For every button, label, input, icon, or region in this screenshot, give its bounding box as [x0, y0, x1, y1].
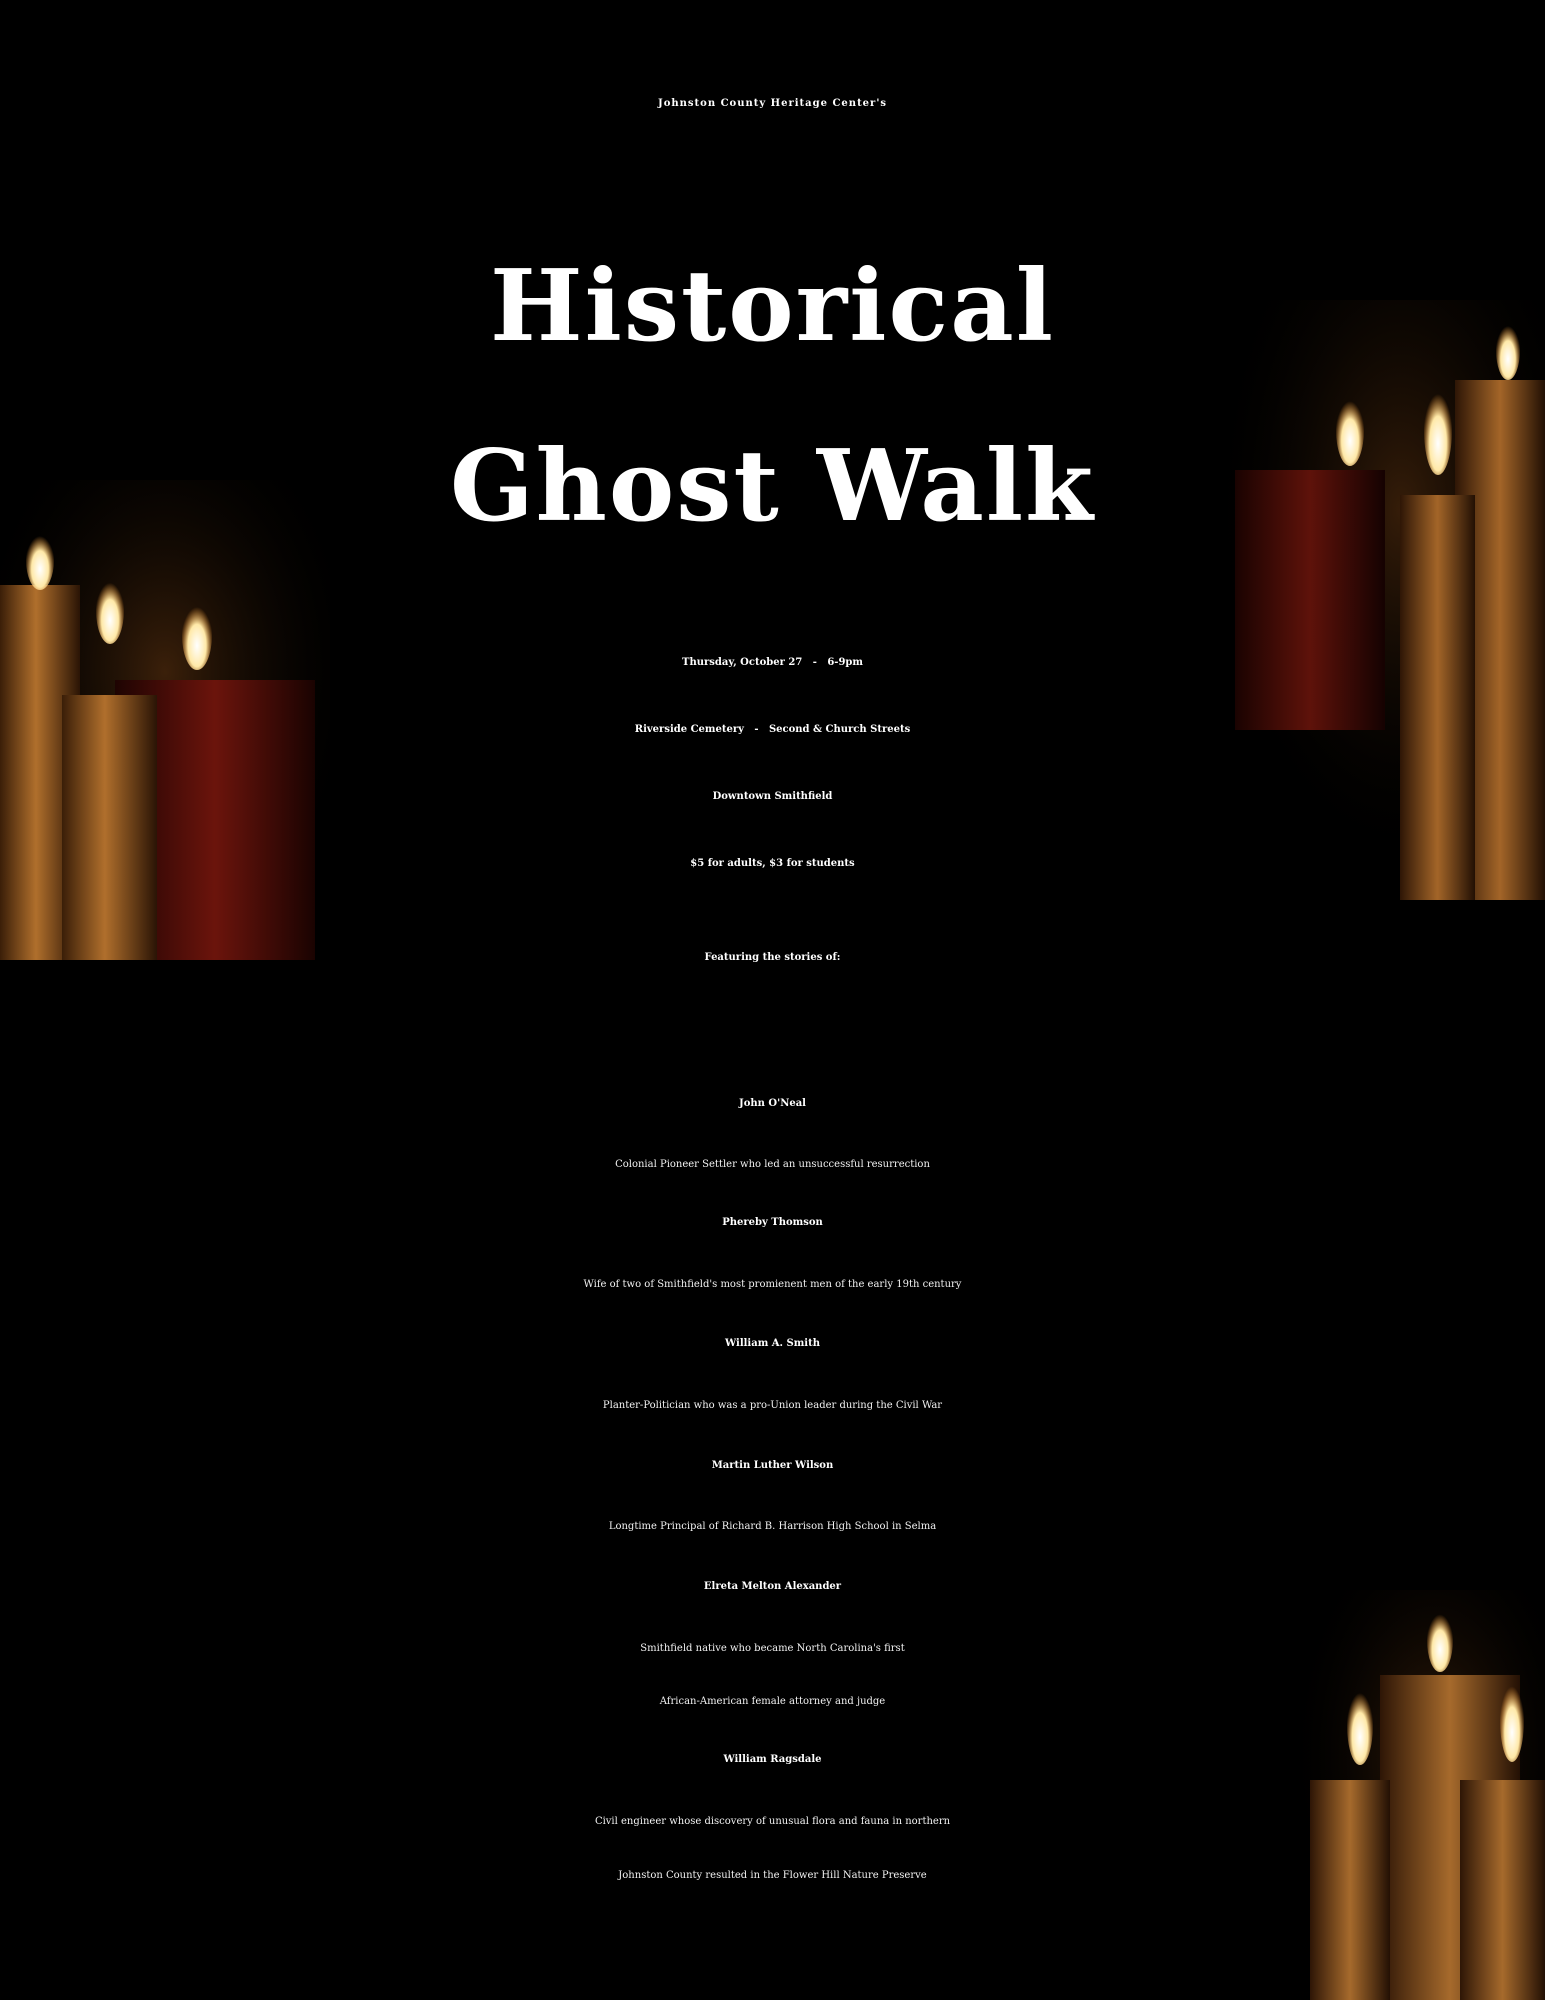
featuring-heading: Featuring the stories of:	[704, 952, 841, 963]
person-name: John O'Neal	[739, 1098, 806, 1109]
person-description: Colonial Pioneer Settler who led an unsuccessful resurrection	[615, 1159, 930, 1170]
person-name: William Ragsdale	[723, 1754, 822, 1765]
person-name: William A. Smith	[724, 1338, 820, 1349]
title-line-2: Ghost Walk	[449, 429, 1096, 544]
event-area: Downtown Smithfield	[712, 791, 833, 802]
person-description: Planter-Politician who was a pro-Union leader during the Civil War	[602, 1400, 943, 1411]
person-description: African-American female attorney and judge	[659, 1696, 886, 1707]
presenter-heading: Johnston County Heritage Center's	[657, 98, 888, 109]
event-location: Riverside Cemetery - Second & Church Streets	[634, 724, 911, 735]
person-description: Johnston County resulted in the Flower Hill Nature Preserve	[618, 1870, 927, 1881]
event-date-time: Thursday, October 27 - 6-9pm	[682, 657, 863, 668]
person-name: Elreta Melton Alexander	[703, 1581, 842, 1592]
person-description: Longtime Principal of Richard B. Harrison High School in Selma	[608, 1521, 937, 1532]
title-line-1: Historical	[490, 249, 1055, 364]
person-description: Smithfield native who became North Carolina's first	[640, 1643, 905, 1654]
person-description: Civil engineer whose discovery of unusual flora and fauna in northern	[594, 1816, 951, 1827]
person-name: Martin Luther Wilson	[711, 1460, 834, 1471]
person-description: Wife of two of Smithfield's most promienent men of the early 19th century	[583, 1279, 962, 1290]
person-name: Phereby Thomson	[722, 1217, 823, 1228]
event-price: $5 for adults, $3 for students	[690, 858, 855, 869]
